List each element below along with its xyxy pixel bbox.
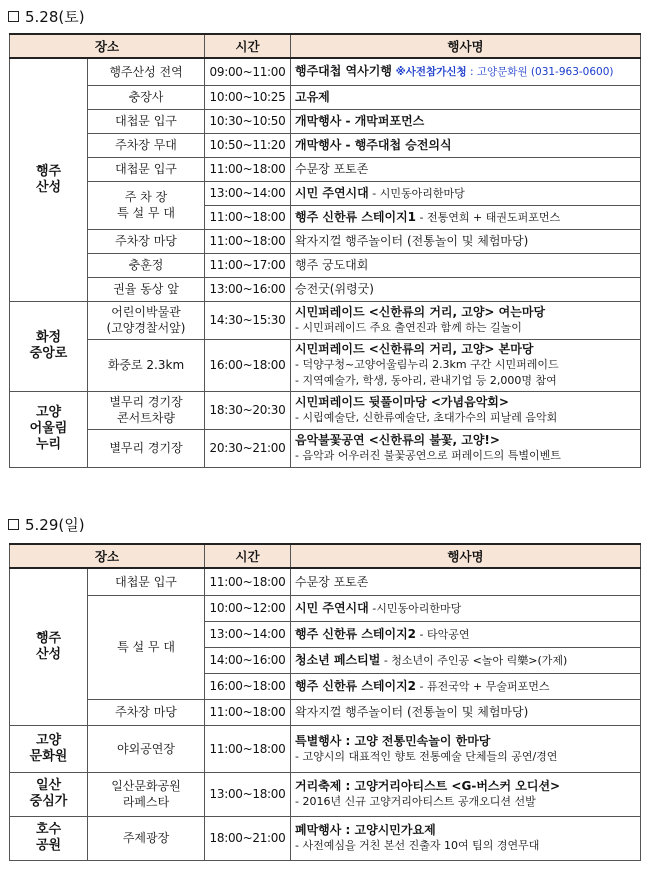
day1-section-title [8, 6, 85, 27]
event-title: 시민퍼레이드 뒷풀이마당 <가념음악회> [295, 395, 509, 409]
time-cell: 11:00~17:00 [205, 253, 291, 277]
time-cell: 13:00~14:00 [205, 181, 291, 205]
time-cell: 11:00~18:00 [205, 157, 291, 181]
place-cell: 일산문화공원 라페스타 [88, 772, 205, 816]
table-row [10, 253, 641, 277]
time-cell: 20:30~21:00 [205, 429, 291, 467]
table-header-row [10, 544, 641, 568]
table-row [10, 568, 641, 595]
event-plain-text: 왁자지껄 행주놀이터 (전통놀이 및 체험마당) [295, 705, 529, 719]
event-subtitle: - 퓨전국악 + 무술퍼포먼스 [416, 679, 550, 693]
time-cell: 10:00~12:00 [205, 595, 291, 621]
time-cell: 09:00~11:00 [205, 58, 291, 85]
event-description: - 지역예술가, 학생, 동아리, 관내기업 등 2,000명 참여 [295, 374, 557, 387]
event-plain-text: 수문장 포토존 [295, 162, 369, 176]
event-title: 시민퍼레이드 <신한류의 거리, 고양> 여는마당 [295, 305, 546, 319]
table-row [10, 277, 641, 301]
table-row [10, 816, 641, 860]
event-cell [291, 301, 641, 339]
event-cell [291, 229, 641, 253]
event-subtitle: -시민동아리한마당 [368, 601, 462, 615]
event-title: 시민 주연시대 [295, 185, 369, 200]
header-time: 시간 [205, 34, 291, 58]
table-row [10, 229, 641, 253]
place-cell: 대첩문 입구 [88, 109, 205, 133]
event-cell [291, 621, 641, 647]
event-plain-text: 수문장 포토존 [295, 574, 369, 589]
table-row [10, 391, 641, 429]
event-subtitle: - 전통연희 + 태권도퍼포먼스 [416, 210, 561, 224]
event-title: 시민 주연시대 [295, 600, 369, 615]
time-cell: 11:00~18:00 [205, 205, 291, 229]
time-cell: 13:00~14:00 [205, 621, 291, 647]
venue-cell: 고양 문화원 [10, 725, 88, 772]
event-cell [291, 133, 641, 157]
day2-title: 5.29(일) [25, 516, 85, 534]
event-title: 고유제 [295, 90, 330, 104]
event-cell [291, 647, 641, 673]
event-description: - 시민퍼레이드 주요 출연진과 함께 하는 길놀이 [295, 321, 522, 334]
time-cell: 11:00~18:00 [205, 229, 291, 253]
header-place: 장소 [10, 544, 205, 568]
place-cell: 주제광장 [88, 816, 205, 860]
event-cell [291, 58, 641, 85]
place-cell: 행주산성 전역 [88, 58, 205, 85]
place-cell: 야외공연장 [88, 725, 205, 772]
event-cell [291, 673, 641, 699]
event-title: 청소년 페스티벌 [295, 652, 381, 667]
table-row [10, 595, 641, 621]
event-cell [291, 816, 641, 860]
event-description: - 고양시의 대표적인 향토 전통예술 단체들의 공연/경연 [295, 749, 558, 763]
event-title: 개막행사 - 행주대첩 승전의식 [295, 138, 452, 152]
time-cell: 13:00~16:00 [205, 277, 291, 301]
table-header-row [10, 34, 641, 58]
header-place: 장소 [10, 34, 205, 58]
place-cell: 특 설 무 대 [88, 595, 205, 699]
event-title: 행주 신한류 스테이지2 [295, 678, 417, 693]
event-description: - 시립예술단, 신한류예술단, 초대가수의 피날레 음악회 [295, 411, 558, 424]
venue-cell: 일산 중심가 [10, 772, 88, 816]
event-cell [291, 181, 641, 205]
event-title: 특별행사 : 고양 전통민속놀이 한마당 [295, 733, 491, 748]
event-note-info: : 고양문화원 (031-963-0600) [466, 66, 614, 79]
day2-schedule-table [9, 543, 641, 861]
table-row [10, 85, 641, 109]
event-title: 시민퍼레이드 <신한류의 거리, 고양> 본마당 [295, 342, 534, 356]
table-row [10, 301, 641, 339]
time-cell: 10:00~10:25 [205, 85, 291, 109]
event-note: ※사전참가신청 [391, 66, 467, 79]
table-row [10, 58, 641, 85]
event-cell [291, 85, 641, 109]
time-cell: 14:30~15:30 [205, 301, 291, 339]
place-cell: 주 차 장 특 설 무 대 [88, 181, 205, 229]
event-cell [291, 595, 641, 621]
time-cell: 18:30~20:30 [205, 391, 291, 429]
event-cell [291, 699, 641, 725]
place-cell: 권율 동상 앞 [88, 277, 205, 301]
place-cell: 대첩문 입구 [88, 157, 205, 181]
checkbox-square-icon [8, 11, 19, 22]
place-cell: 주차장 마당 [88, 699, 205, 725]
time-cell: 16:00~18:00 [205, 339, 291, 391]
event-cell [291, 725, 641, 772]
table-row [10, 772, 641, 816]
event-cell [291, 253, 641, 277]
day1-schedule-table [9, 33, 641, 468]
event-description: - 음악과 어우러진 불꽃공연으로 퍼레이드의 특별이벤트 [295, 449, 561, 462]
event-description: - 사전예심을 거친 본선 진출자 10여 팀의 경연무대 [295, 839, 540, 852]
time-cell: 13:00~18:00 [205, 772, 291, 816]
header-event: 행사명 [291, 544, 641, 568]
event-cell [291, 205, 641, 229]
day2-section-title [8, 514, 85, 535]
time-cell: 11:00~18:00 [205, 699, 291, 725]
event-cell [291, 429, 641, 467]
venue-cell: 화정 중앙로 [10, 301, 88, 391]
table-row [10, 181, 641, 205]
table-row [10, 133, 641, 157]
venue-cell: 행주 산성 [10, 58, 88, 301]
place-cell: 별무리 경기장 콘서트차량 [88, 391, 205, 429]
event-plain-text: 왁자지껄 행주놀이터 (전통놀이 및 체험마당) [295, 234, 529, 248]
time-cell: 16:00~18:00 [205, 673, 291, 699]
place-cell: 별무리 경기장 [88, 429, 205, 467]
table-row [10, 339, 641, 391]
event-description: - 2016년 신규 고양거리아티스트 공개오디션 선발 [295, 795, 536, 808]
time-cell: 18:00~21:00 [205, 816, 291, 860]
event-cell [291, 391, 641, 429]
table-row [10, 109, 641, 133]
venue-cell: 호수 공원 [10, 816, 88, 860]
time-cell: 11:00~18:00 [205, 725, 291, 772]
time-cell: 10:50~11:20 [205, 133, 291, 157]
time-cell: 11:00~18:00 [205, 568, 291, 595]
place-cell: 대첩문 입구 [88, 568, 205, 595]
table-row [10, 429, 641, 467]
event-cell [291, 568, 641, 595]
event-subtitle: - 타악공연 [416, 627, 470, 641]
event-cell [291, 772, 641, 816]
header-time: 시간 [205, 544, 291, 568]
place-cell: 화중로 2.3km [88, 339, 205, 391]
place-cell: 주차장 무대 [88, 133, 205, 157]
event-title: 행주 신한류 스테이지2 [295, 626, 417, 641]
place-cell: 충훈정 [88, 253, 205, 277]
time-cell: 14:00~16:00 [205, 647, 291, 673]
event-plain-text: 행주 궁도대회 [295, 258, 369, 272]
event-cell [291, 157, 641, 181]
event-title: 행주 신한류 스테이지1 [295, 209, 417, 224]
event-subtitle: - 시민동아리한마당 [368, 186, 465, 200]
place-cell: 충장사 [88, 85, 205, 109]
place-cell: 어린이박물관 (고양경찰서앞) [88, 301, 205, 339]
place-cell: 주차장 마당 [88, 229, 205, 253]
day1-title: 5.28(토) [25, 8, 85, 26]
event-cell [291, 109, 641, 133]
venue-cell: 행주 산성 [10, 568, 88, 725]
header-event: 행사명 [291, 34, 641, 58]
event-plain-text: 승전굿(위령굿) [295, 282, 374, 296]
time-cell: 10:30~10:50 [205, 109, 291, 133]
event-cell [291, 277, 641, 301]
event-subtitle: - 청소년이 주인공 <놀아 릭樂>(가제) [380, 653, 568, 667]
table-row [10, 699, 641, 725]
checkbox-square-icon [8, 519, 19, 530]
event-description: - 덕양구청~고양어울림누리 2.3km 구간 시민퍼레이드 [295, 358, 559, 371]
table-row [10, 725, 641, 772]
event-title: 거리축제 : 고양거리아티스트 <G-버스커 오디션> [295, 779, 561, 793]
event-title: 음악불꽃공연 <신한류의 불꽃, 고양!> [295, 433, 500, 447]
venue-cell: 고양 어울림 누리 [10, 391, 88, 467]
event-cell [291, 339, 641, 391]
event-title: 폐막행사 : 고양시민가요제 [295, 823, 436, 837]
event-title: 개막행사 - 개막퍼포먼스 [295, 114, 425, 128]
event-title: 행주대첩 역사기행 [295, 64, 392, 79]
table-row [10, 157, 641, 181]
